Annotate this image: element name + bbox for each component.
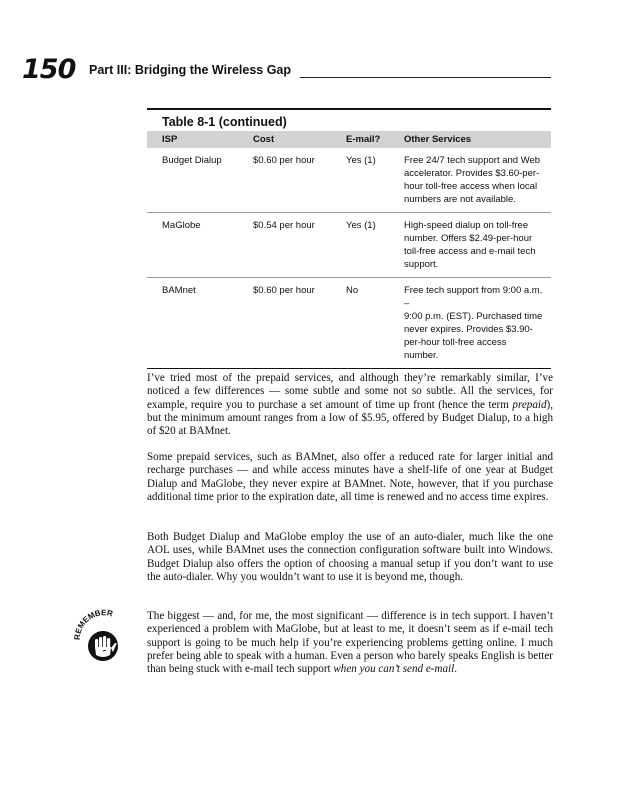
cell-services [404, 278, 551, 369]
text-run: ), but the minimum amount ranges from a low of $5.95, offered by Budget Dialup, to a high of $20 at BAMnet. [147, 398, 553, 438]
header-rule [300, 77, 551, 78]
cell-isp: Budget Dialup [147, 148, 253, 213]
table-header-row [147, 131, 551, 148]
cell-cost: $0.54 per hour [253, 213, 346, 278]
table-row [147, 213, 551, 278]
services-line: number. [404, 350, 439, 361]
column-header-isp: ISP [147, 131, 253, 148]
emphasis-cant-send-email: when you can’t send e-mail [333, 663, 455, 676]
text-run: I’ve tried most of the prepaid services, and although they’re remarkably similar, I’ve noticed a few differences — some subtle and some not so subtle. All the services, for example, require you to purchase a set amount of time up front (hence the term [147, 372, 553, 411]
services-line: High-speed dialup on toll-free [404, 220, 529, 231]
cell-services [404, 148, 551, 213]
paragraph-text [147, 372, 553, 438]
text-run: The biggest — and, for me, the most significant — difference is in tech support. I haven’t experienced a problem with MaGlobe, but at least to me, it doesn’t seem as if e-mail tech support is going to be much help if you’re experiencing problems getting online. I much prefer being able to speak with a human. Even a person who barely speaks English is better than being stuck with e-mail tech support [147, 610, 553, 676]
services-line: Free tech support from 9:00 a.m. – [404, 285, 543, 309]
table-title: Table 8-1 (continued) [162, 115, 287, 129]
cell-email: Yes (1) [346, 213, 404, 278]
column-header-services: Other Services [404, 131, 551, 148]
cell-isp: BAMnet [147, 278, 253, 369]
cell-email: Yes (1) [346, 148, 404, 213]
cell-services [404, 213, 551, 278]
services-line: support. [404, 259, 439, 270]
cell-cost: $0.60 per hour [253, 278, 346, 369]
services-line: 9:00 p.m. (EST). Purchased time [404, 311, 543, 322]
paragraph-auto-dialer [147, 531, 553, 584]
table-row [147, 278, 551, 369]
paragraph-text: Both Budget Dialup and MaGlobe employ the use of an auto-dialer, much like the one AOL uses, while BAMnet uses the connection configuration software built into Windows. Budget Dialup also offers the option of choosing a manual setup if you don’t want to use the auto-dialer. Why you wouldn’t want to use it is beyond me, though. [147, 531, 553, 583]
table-grid [147, 131, 551, 369]
paragraph-tech-support [147, 610, 553, 676]
cell-email: No [346, 278, 404, 369]
services-line: per-hour toll-free access [404, 337, 507, 348]
emphasis-prepaid: prepaid [512, 398, 547, 411]
text-run: . [454, 663, 457, 676]
cell-isp: MaGlobe [147, 213, 253, 278]
page-number: 150 [22, 54, 76, 85]
cell-cost: $0.60 per hour [253, 148, 346, 213]
table-row [147, 148, 551, 213]
services-line: accelerator. Provides $3.60-per- [404, 168, 540, 179]
paragraph-rates-expiry [147, 451, 553, 504]
remember-label: REMEMBER [72, 608, 114, 641]
isp-table [147, 108, 551, 369]
remember-icon [72, 606, 132, 666]
part-title: Part III: Bridging the Wireless Gap [89, 63, 292, 77]
column-header-email: E-mail? [346, 131, 404, 148]
paragraph-text [147, 610, 553, 676]
column-header-cost: Cost [253, 131, 346, 148]
services-line: toll-free access and e-mail tech [404, 246, 536, 257]
services-line: number. Offers $2.49-per-hour [404, 233, 533, 244]
services-line: numbers are not available. [404, 194, 516, 205]
paragraph-prepaid-differences [147, 372, 553, 438]
services-line: Free 24/7 tech support and Web [404, 155, 541, 166]
services-line: never expires. Provides $3.90- [404, 324, 533, 335]
services-line: hour toll-free access when local [404, 181, 538, 192]
paragraph-text: Some prepaid services, such as BAMnet, also offer a reduced rate for larger initial and recharge purchases — and while access minutes have a shelf-life of one year at Budget Dialup and MaGlobe, they never expire at BAMnet. Note, however, that if you purchase additional time prior to the expiration date, all time is renewed and no access time expires. [147, 451, 553, 503]
